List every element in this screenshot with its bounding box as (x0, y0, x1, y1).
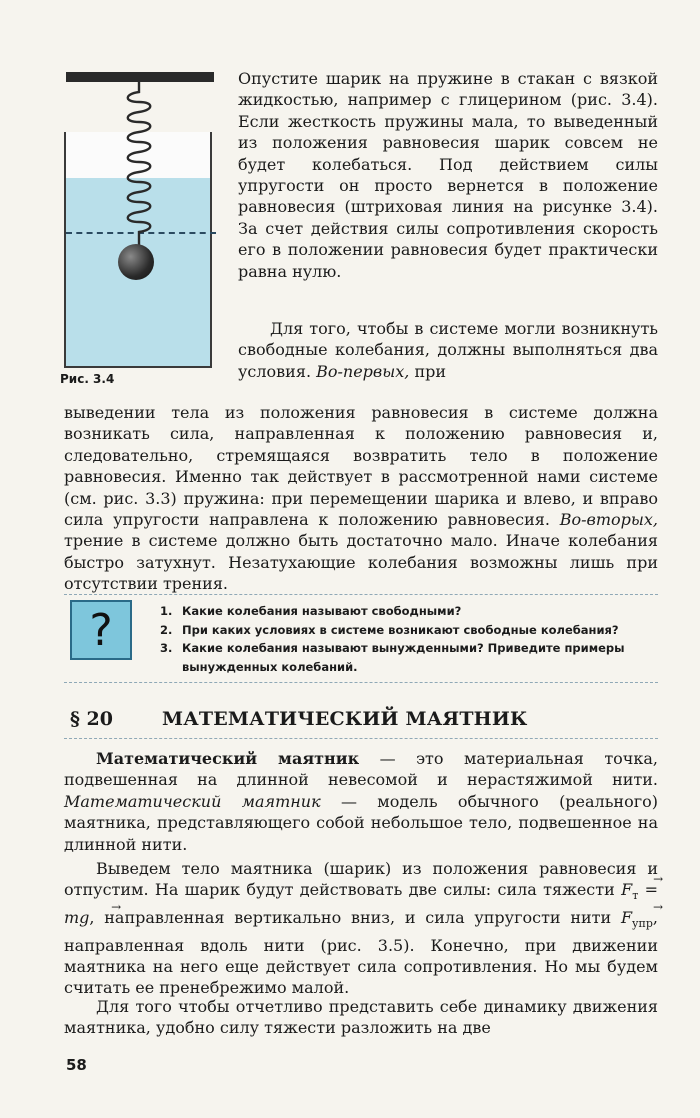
vector-F: → F (621, 880, 632, 899)
subscript-t: т (632, 889, 639, 903)
question-text: При каких условиях в системе возникают свободные колебания? (182, 622, 619, 637)
review-questions (160, 602, 660, 676)
text-run: — это материальная точка, подвешенная на длинной невесомой и нерастяжимой нити. (64, 749, 659, 790)
question-number: 3. (160, 641, 173, 656)
figure-spring-in-glass (58, 70, 218, 388)
bold-term: Математический маятник (96, 749, 360, 768)
text-run: при (409, 361, 447, 381)
vector-F-upr: → F (621, 908, 632, 927)
divider-bottom (64, 682, 658, 683)
pendulum-ball (118, 244, 154, 280)
question-mark-icon: ? (89, 604, 113, 656)
text-run: выведении тела из положения равновесия в системе должна возникать сила, направленная к положению равновесия и, следовательно, стремящаяся возвратить тело в положение равновесия. Именно так действует в рассмотренной нами системе (см. рис. 3.3) пружина: при перемещении шарика и влево, и вправо сила упругости направлена к положению равновесия. (64, 403, 658, 530)
paragraph-dynamics: Для того чтобы отчетливо представить себе динамику движения маятника, удобно силу тяжести разложить на две (64, 997, 658, 1038)
text-run: — модель обычного (реального) маятника, представляющего собой небольшое тело, подвешенное на длинной нити. (64, 791, 658, 854)
text-run: Для того, чтобы в системе могли возникнуть свободные колебания, должны выполняться два условия. (238, 319, 658, 381)
text-run: , направленная вдоль нити (рис. 3.5). Конечно, при движении маятника на него еще действует сила сопротивления. Но мы будем считать ее пренебрежимо малой. (64, 908, 658, 998)
italic-term: Математический маятник (64, 791, 321, 811)
vector-g: → g (79, 908, 89, 927)
formula-part: = m (64, 880, 658, 927)
text-run: , направленная вертикально вниз, и сила упругости нити (89, 908, 621, 927)
paragraph-conditions (238, 318, 658, 382)
italic-term: Во-первых, (316, 361, 410, 381)
divider-top (64, 594, 658, 595)
paragraph-definition (64, 748, 658, 855)
paragraph-conditions-cont (64, 402, 658, 595)
question-text: Какие колебания называют вынужденными? Приведите примеры вынужденных колебаний. (182, 641, 625, 674)
question-item (160, 602, 660, 621)
text-run: Выведем тело маятника (шарик) из положения равновесия и отпустим. На шарик будут действовать две силы: сила тяжести (64, 859, 658, 900)
italic-term: Во-вторых, (559, 510, 658, 530)
question-number: 1. (160, 604, 173, 618)
heading-underline (64, 738, 658, 739)
paragraph-forces (64, 858, 658, 999)
ceiling-support (66, 72, 214, 82)
section-number: § 20 (70, 708, 113, 730)
questions-icon-box (70, 600, 132, 660)
question-item (160, 621, 660, 640)
figure-caption: Рис. 3.4 (60, 372, 115, 386)
subscript-upr: упр (632, 917, 653, 931)
paragraph-intro: Опустите шарик на пружине в стакан с вязкой жидкостью, например с глицерином (рис. 3.4). Если жесткость пружины мала, то выведенный из положения равновесия шарик совсем не будет колебаться. Под действием силы упругости он просто вернется в положение равновесия (штриховая линия на рисунке 3.4). За счет действия силы сопротивления скорость его в положении равновесия будет практически равна нулю. (238, 69, 658, 281)
question-item (160, 639, 660, 676)
page-number: 58 (66, 1056, 87, 1074)
text-run: трение в системе должно быть достаточно мало. Иначе колебания быстро затухнут. Незатухающие колебания возможны лишь при отсутствии трения. (64, 531, 658, 594)
question-number: 2. (160, 622, 173, 637)
question-text: Какие колебания называют свободными? (182, 604, 462, 618)
section-title: МАТЕМАТИЧЕСКИЙ МАЯТНИК (162, 708, 528, 730)
